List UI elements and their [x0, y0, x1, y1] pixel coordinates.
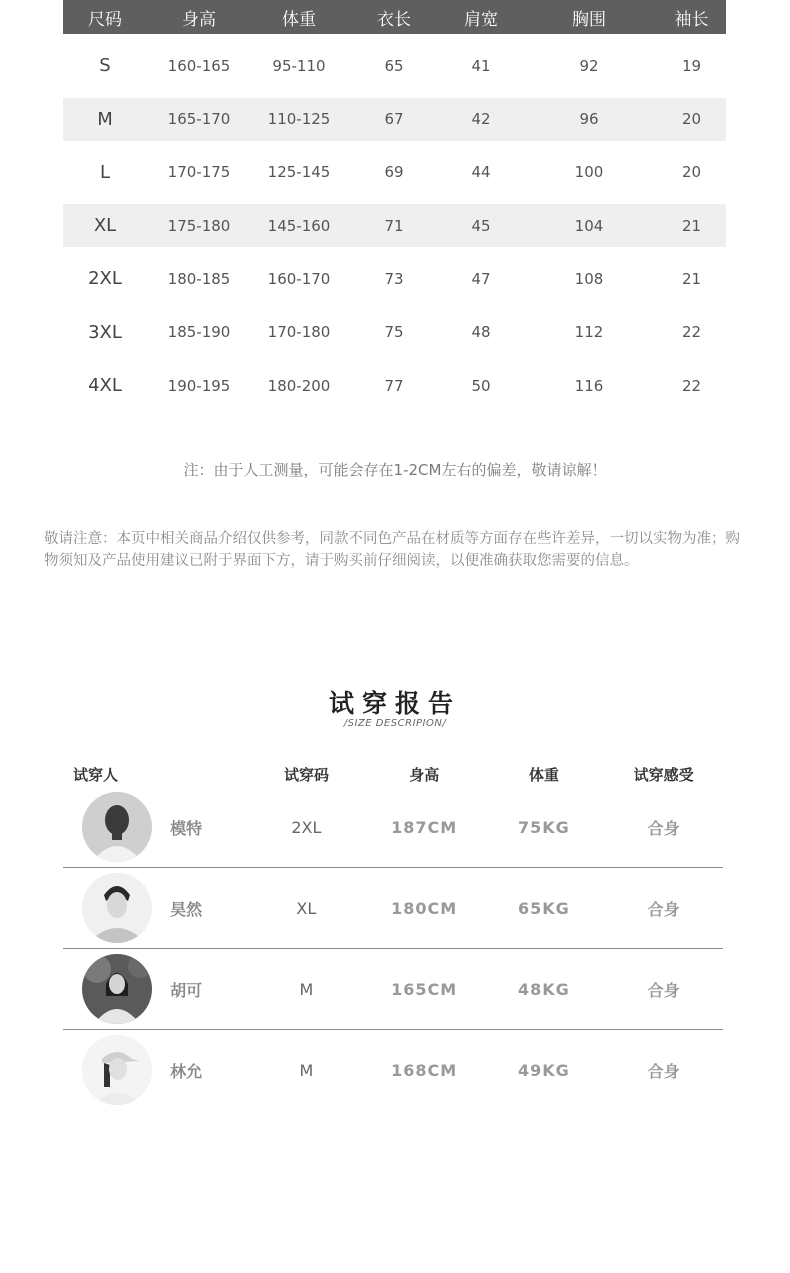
cell-chest: 108: [574, 269, 604, 288]
cell-size: 4XL: [88, 375, 122, 397]
cell-chest: 92: [579, 56, 599, 75]
cell-length: 65: [384, 56, 404, 75]
cell-sleeve: 22: [681, 376, 702, 395]
header-sleeve: 袖长: [674, 9, 709, 30]
cell-shoulder: 45: [471, 216, 491, 235]
table-row: [63, 98, 726, 141]
header-height: 身高: [182, 9, 216, 30]
table-row: [63, 151, 726, 194]
cell-chest: 104: [574, 216, 604, 235]
cell-chest: 116: [574, 376, 604, 395]
header-fit: 试穿感受: [633, 765, 694, 784]
cell-length: 73: [384, 269, 404, 288]
table-row: [63, 257, 726, 300]
cell-height: 190-195: [167, 376, 231, 395]
product-notice: 敬请注意：本页中相关商品介绍仅供参考，同款不同色产品在材质等方面存在些许差异，一切以实物为准；购物须知及产品使用建议已附于界面下方，请于购买前仔细阅读，以便准确获取您需要的信息。: [44, 531, 740, 569]
cell-sleeve: 20: [681, 163, 702, 182]
cell-weight: 110-125: [267, 110, 331, 129]
cell-length: 69: [384, 163, 404, 182]
table-row: [63, 44, 726, 87]
tester-fit: 合身: [647, 1061, 680, 1081]
cell-length: 77: [384, 376, 404, 395]
cell-chest: 96: [579, 110, 599, 129]
cell-size: S: [99, 55, 111, 77]
report-rows: [63, 787, 723, 1110]
header-weight: 体重: [282, 9, 316, 30]
header-height: 身高: [409, 765, 440, 784]
tester-name: 林允: [170, 1061, 203, 1081]
tester-height: 187CM: [391, 817, 458, 837]
cell-shoulder: 50: [471, 376, 491, 395]
tester-height: 168CM: [391, 1060, 458, 1080]
cell-length: 71: [384, 216, 404, 235]
cell-chest: 112: [574, 323, 604, 342]
header-weight: 体重: [528, 765, 559, 784]
table-row: [63, 868, 723, 949]
person-photo-hoodie-icon: [82, 873, 152, 943]
cell-height: 160-165: [167, 56, 231, 75]
table-row: [63, 204, 726, 247]
tester-size: XL: [296, 898, 317, 918]
tester-size: M: [299, 1060, 314, 1080]
cell-shoulder: 44: [471, 163, 491, 182]
measurement-note: 注：由于人工测量，可能会存在1-2CM左右的偏差，敬请谅解！: [183, 461, 607, 479]
cell-size: XL: [93, 215, 117, 237]
cell-chest: 100: [574, 163, 604, 182]
tester-height: 180CM: [391, 898, 458, 918]
cell-weight: 160-170: [267, 269, 331, 288]
tester-size: 2XL: [291, 817, 322, 837]
table-row: [63, 787, 723, 868]
report-title: 试穿报告: [328, 689, 461, 718]
cell-sleeve: 21: [681, 216, 702, 235]
cell-sleeve: 19: [681, 56, 702, 75]
table-row: [63, 364, 726, 407]
cell-height: 170-175: [167, 163, 231, 182]
table-row: [63, 949, 723, 1030]
tester-weight: 75KG: [517, 817, 570, 837]
header-try-size: 试穿码: [284, 765, 330, 784]
header-length: 衣长: [377, 9, 411, 30]
tester-height: 165CM: [391, 979, 458, 999]
cell-height: 175-180: [167, 216, 231, 235]
tester-fit: 合身: [647, 818, 680, 838]
cell-sleeve: 21: [681, 269, 702, 288]
cell-shoulder: 48: [471, 323, 491, 342]
cell-height: 180-185: [167, 269, 231, 288]
cell-sleeve: 20: [681, 110, 702, 129]
cell-length: 67: [384, 110, 404, 129]
header-chest: 胸围: [572, 9, 606, 30]
tester-weight: 65KG: [517, 898, 570, 918]
cell-length: 75: [384, 323, 404, 342]
tester-size: M: [299, 979, 314, 999]
size-chart: [63, 0, 726, 407]
cell-weight: 145-160: [267, 216, 331, 235]
cell-weight: 95-110: [272, 56, 326, 75]
cell-weight: 125-145: [267, 163, 331, 182]
person-photo-outdoor-icon: [82, 954, 152, 1024]
tester-name: 昊然: [170, 899, 203, 919]
cell-shoulder: 42: [471, 110, 491, 129]
header-tester: 试穿人: [73, 765, 119, 784]
cell-height: 165-170: [167, 110, 231, 129]
cell-shoulder: 47: [471, 269, 491, 288]
header-shoulder: 肩宽: [464, 9, 498, 30]
report-header: [63, 762, 723, 786]
tester-weight: 48KG: [517, 979, 570, 999]
person-photo-cap-icon: [82, 1035, 152, 1105]
table-row: [63, 311, 726, 354]
tester-fit: 合身: [647, 899, 680, 919]
person-photo-dark-icon: [82, 792, 152, 862]
tester-name: 模特: [170, 818, 203, 838]
tester-name: 胡可: [170, 980, 203, 1000]
table-row: [63, 1030, 723, 1110]
cell-size: L: [99, 161, 111, 183]
tester-fit: 合身: [647, 980, 680, 1000]
tester-weight: 49KG: [517, 1060, 570, 1080]
cell-size: 3XL: [88, 321, 122, 343]
cell-shoulder: 41: [471, 56, 491, 75]
cell-size: M: [97, 108, 113, 130]
size-chart-header: [63, 0, 726, 34]
cell-sleeve: 22: [681, 323, 702, 342]
cell-height: 185-190: [167, 323, 231, 342]
cell-weight: 180-200: [267, 376, 331, 395]
header-size: 尺码: [88, 9, 122, 30]
cell-weight: 170-180: [267, 323, 331, 342]
report-subtitle: /SIZE DESCRIPION/: [343, 718, 447, 729]
cell-size: 2XL: [88, 268, 122, 290]
